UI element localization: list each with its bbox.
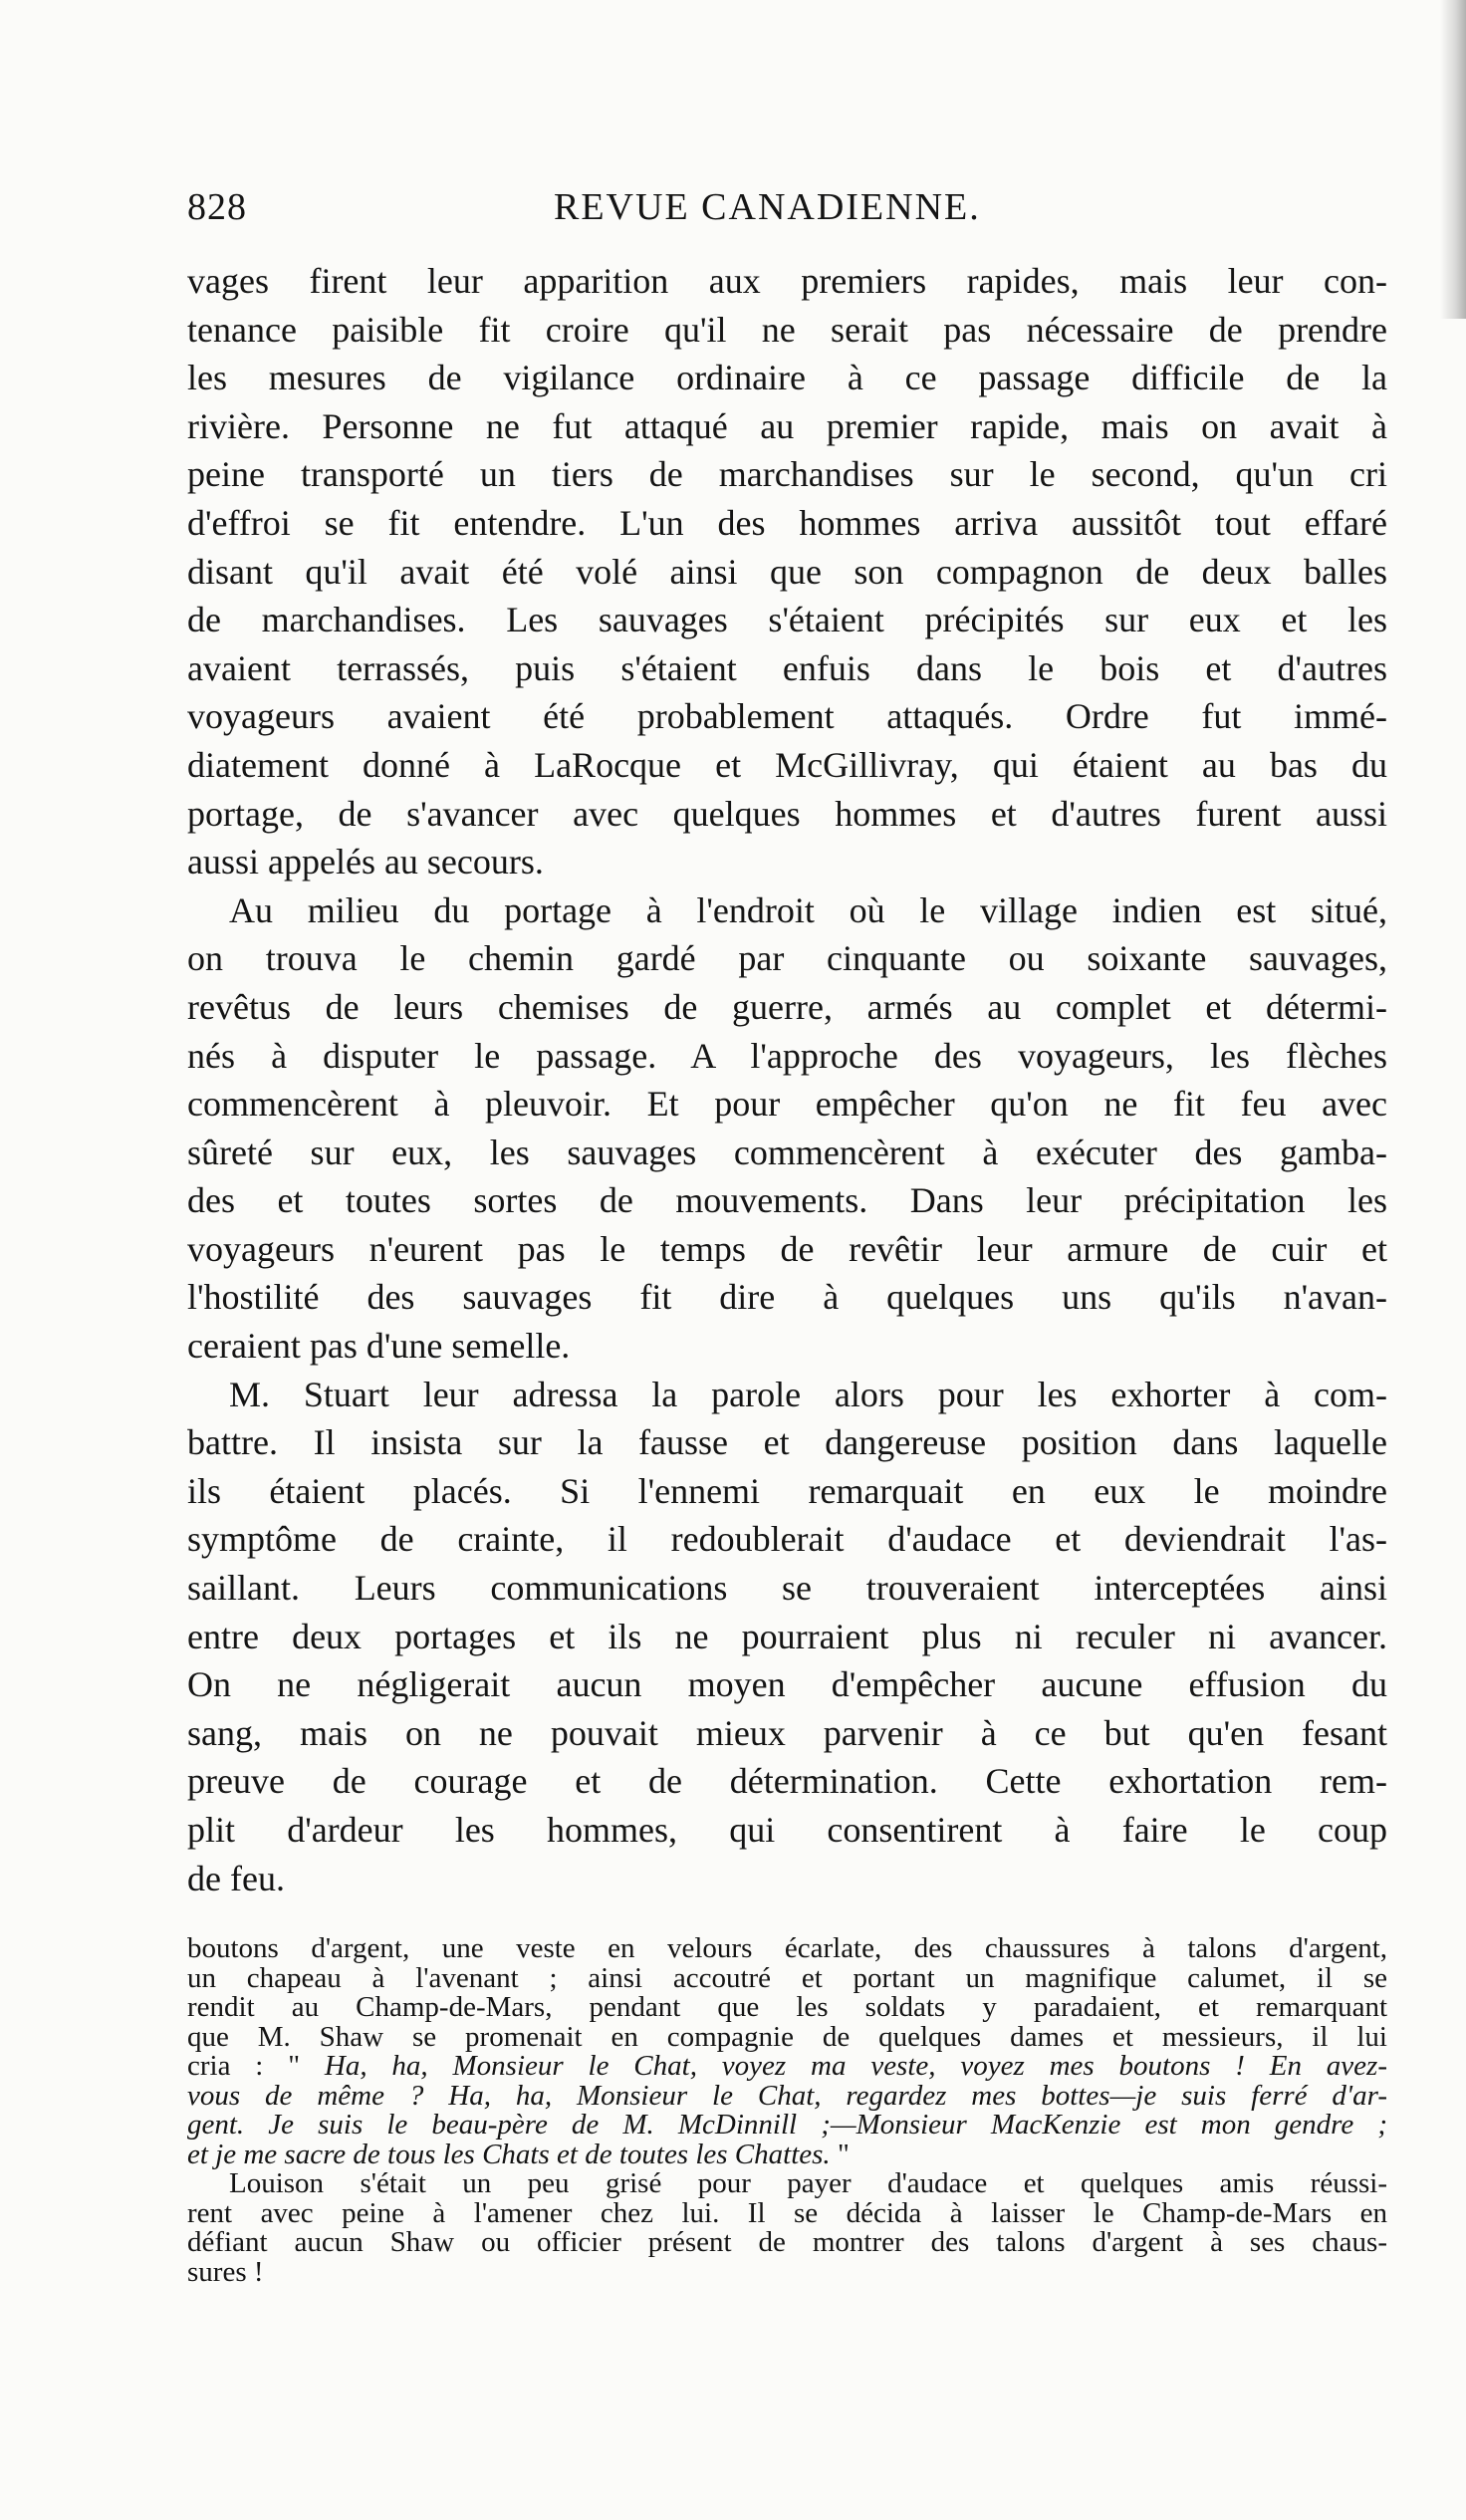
footnote-line: rendit au Champ-de-Mars, pendant que les soldats y paradaient, et remarquant bbox=[187, 1991, 1387, 2023]
italic-quote: Ha, ha, Monsieur le Chat, voyez ma veste, voyez mes boutons ! En avez- bbox=[324, 2050, 1387, 2082]
footnote bbox=[187, 1934, 1387, 2287]
text-line: ceraient pas d'une semelle. bbox=[187, 1326, 571, 1367]
footnote-line: rent avec peine à l'amener chez lui. Il se décida à laisser le Champ-de-Mars en bbox=[187, 2196, 1387, 2229]
text-line: plit d'ardeur les hommes, qui consentirent à faire le coup bbox=[187, 1810, 1387, 1850]
text-line: tenance paisible fit croire qu'il ne serait pas nécessaire de prendre bbox=[187, 309, 1387, 350]
text-line: commencèrent à pleuvoir. Et pour empêcher qu'on ne fit feu avec bbox=[187, 1084, 1387, 1125]
paragraph-3 bbox=[187, 1371, 1387, 1903]
text-line: de feu. bbox=[187, 1858, 285, 1898]
text-line: peine transporté un tiers de marchandises sur le second, qu'un cri bbox=[187, 454, 1387, 495]
text-line: ils étaient placés. Si l'ennemi remarquait en eux le moindre bbox=[187, 1470, 1387, 1511]
footnote-line: sures ! bbox=[187, 2255, 264, 2288]
text-line: l'hostilité des sauvages fit dire à quelques uns qu'ils n'avan- bbox=[187, 1277, 1387, 1318]
footnote-line: un chapeau à l'avenant ; ainsi accoutré et portant un magnifique calumet, il se bbox=[187, 1961, 1387, 1994]
italic-quote: et je me sacre de tous les Chats et de toutes les Chattes. bbox=[187, 2138, 831, 2170]
footnote-line: que M. Shaw se promenait en compagnie de quelques dames et messieurs, il lui bbox=[187, 2020, 1387, 2053]
running-header bbox=[187, 185, 1382, 237]
footnote-line bbox=[187, 2111, 1387, 2141]
text-line: entre deux portages et ils ne pourraient plus ni reculer ni avancer. bbox=[187, 1616, 1387, 1656]
text-line: d'effroi se fit entendre. L'un des hommes arriva aussitôt tout effaré bbox=[187, 502, 1387, 543]
text-line: voyageurs avaient été probablement attaqués. Ordre fut immé- bbox=[187, 696, 1387, 737]
footnote-line: boutons d'argent, une veste en velours écarlate, des chaussures à talons d'argent, bbox=[187, 1932, 1387, 1964]
quote-open: cria : " bbox=[187, 2050, 325, 2082]
text-line: battre. Il insista sur la fausse et dangereuse position dans laquelle bbox=[187, 1422, 1387, 1463]
footnote-line: Louison s'était un peu grisé pour payer d'audace et quelques amis réussi- bbox=[229, 2167, 1387, 2199]
quote-close: " bbox=[830, 2138, 850, 2170]
text-line: on trouva le chemin gardé par cinquante ou soixante sauvages, bbox=[187, 938, 1387, 979]
page-number: 828 bbox=[187, 186, 247, 228]
text-line: symptôme de crainte, il redoublerait d'audace et deviendrait l'as- bbox=[187, 1519, 1387, 1560]
running-title: REVUE CANADIENNE. bbox=[554, 186, 981, 228]
text-line: aussi appelés au secours. bbox=[187, 842, 544, 882]
text-line: des et toutes sortes de mouvements. Dans leur précipitation les bbox=[187, 1180, 1387, 1221]
footnote-paragraph-1 bbox=[187, 1934, 1387, 2169]
text-line: vages firent leur apparition aux premiers rapides, mais leur con- bbox=[187, 261, 1387, 301]
text-line: preuve de courage et de détermination. Cette exhortation rem- bbox=[187, 1761, 1387, 1802]
text-line: Au milieu du portage à l'endroit où le village indien est situé, bbox=[229, 889, 1387, 930]
text-line: de marchandises. Les sauvages s'étaient précipités sur eux et les bbox=[187, 600, 1387, 640]
text-line: On ne négligerait aucun moyen d'empêcher aucune effusion du bbox=[187, 1664, 1387, 1705]
main-text bbox=[187, 257, 1387, 1902]
text-line: saillant. Leurs communications se trouveraient interceptées ainsi bbox=[187, 1568, 1387, 1609]
text-line: sûreté sur eux, les sauvages commencèrent à exécuter des gamba- bbox=[187, 1132, 1387, 1172]
text-line: avaient terrassés, puis s'étaient enfuis dans le bois et d'autres bbox=[187, 647, 1387, 688]
text-line: diatement donné à LaRocque et McGillivray, qui étaient au bas du bbox=[187, 744, 1387, 785]
italic-quote: gent. Je suis le beau-père de M. McDinnill ;—Monsieur MacKenzie est mon gendre ; bbox=[187, 2109, 1387, 2141]
footnote-line bbox=[187, 2079, 1387, 2112]
paragraph-1 bbox=[187, 257, 1387, 886]
text-line: nés à disputer le passage. A l'approche des voyageurs, les flèches bbox=[187, 1035, 1387, 1076]
text-line: revêtus de leurs chemises de guerre, armés au complet et détermi- bbox=[187, 986, 1387, 1027]
footnote-line bbox=[187, 2052, 1387, 2082]
text-line: les mesures de vigilance ordinaire à ce passage difficile de la bbox=[187, 358, 1387, 398]
text-line: voyageurs n'eurent pas le temps de revêtir leur armure de cuir et bbox=[187, 1228, 1387, 1269]
text-line: disant qu'il avait été volé ainsi que son compagnon de deux balles bbox=[187, 551, 1387, 592]
text-line: M. Stuart leur adressa la parole alors pour les exhorter à com- bbox=[229, 1374, 1387, 1414]
footnote-line bbox=[187, 2138, 1387, 2170]
italic-quote: vous de même ? Ha, ha, Monsieur le Chat, regardez mes bottes—je suis ferré d'ar- bbox=[187, 2079, 1387, 2112]
text-line: rivière. Personne ne fut attaqué au premier rapide, mais on avait à bbox=[187, 405, 1387, 446]
footnote-line: défiant aucun Shaw ou officier présent de montrer des talons d'argent à ses chaus- bbox=[187, 2226, 1387, 2258]
text-line: sang, mais on ne pouvait mieux parvenir à ce but qu'en fesant bbox=[187, 1712, 1387, 1753]
paragraph-2 bbox=[187, 886, 1387, 1371]
text-line: portage, de s'avancer avec quelques hommes et d'autres furent aussi bbox=[187, 793, 1387, 834]
page-edge-shadow bbox=[1440, 0, 1466, 319]
footnote-paragraph-2 bbox=[187, 2169, 1387, 2287]
